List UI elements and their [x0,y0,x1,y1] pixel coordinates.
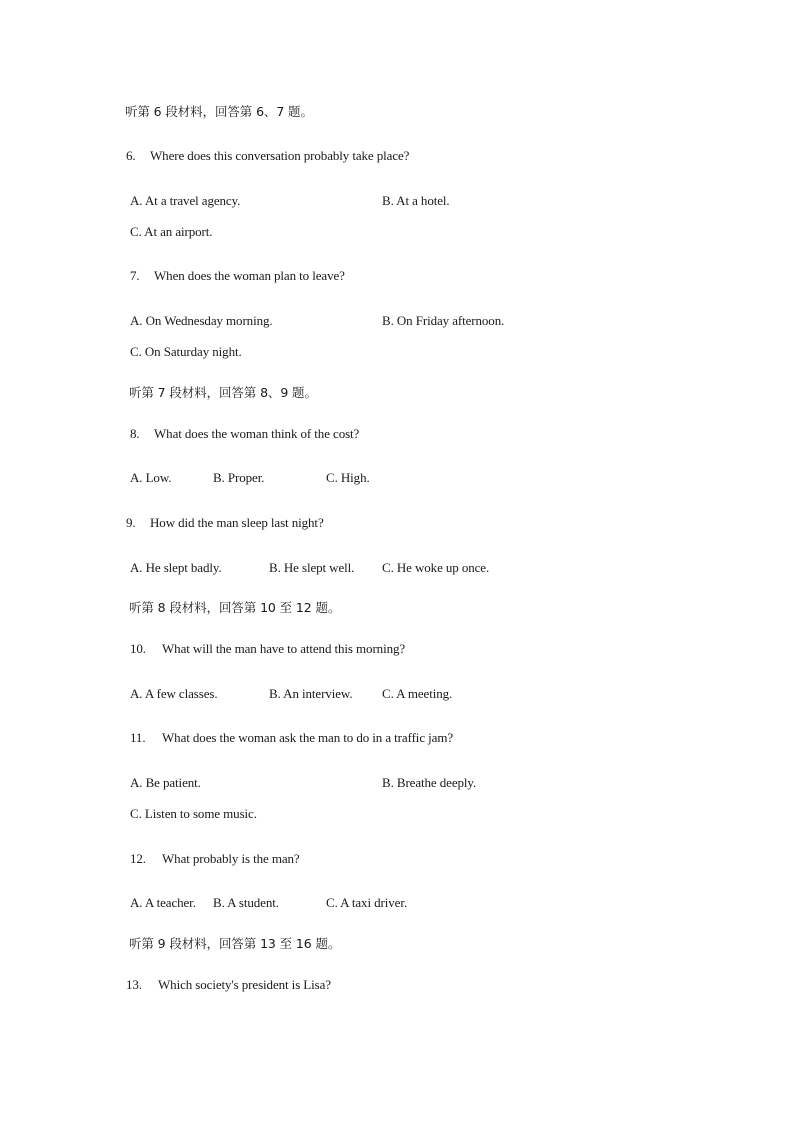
question-text: What will the man have to attend this morning? [162,641,406,656]
option-9a: A. He slept badly. [130,560,222,575]
question-number: 9. [126,515,136,530]
question-number: 8. [130,426,140,441]
section-heading: 听第 9 段材料，回答第 13 至 16 题。 [129,936,341,951]
option-9b: B. He slept well. [269,560,355,575]
option-10b: B. An interview. [269,686,353,701]
question-number: 11. [130,730,146,745]
question-text: What does the woman think of the cost? [154,426,360,441]
question-text: What probably is the man? [162,851,300,866]
option-12b: B. A student. [213,895,279,910]
question-6 [126,148,409,164]
option-7a: A. On Wednesday morning. [130,313,273,328]
question-number: 6. [126,148,136,163]
option-7c: C. On Saturday night. [130,344,242,359]
question-text: When does the woman plan to leave? [154,268,345,283]
section-heading: 听第 6 段材料，回答第 6、7 题。 [125,104,313,119]
option-10a: A. A few classes. [130,686,218,701]
question-number: 10. [130,641,146,656]
option-12a: A. A teacher. [130,895,196,910]
question-number: 12. [130,851,146,866]
question-13 [126,977,331,993]
question-text: How did the man sleep last night? [150,515,324,530]
question-text: What does the woman ask the man to do in a traffic jam? [162,730,453,745]
question-number: 13. [126,977,142,992]
question-12 [130,851,300,867]
option-8b: B. Proper. [213,470,265,485]
option-10c: C. A meeting. [382,686,453,701]
question-7 [130,268,345,284]
question-number: 7. [130,268,140,283]
question-8 [130,426,359,442]
option-8a: A. Low. [130,470,172,485]
option-8c: C. High. [326,470,370,485]
option-6b: B. At a hotel. [382,193,450,208]
question-9 [126,515,324,531]
option-11b: B. Breathe deeply. [382,775,477,790]
option-6c: C. At an airport. [130,224,213,239]
question-11 [130,730,453,746]
option-11c: C. Listen to some music. [130,806,257,821]
option-12c: C. A taxi driver. [326,895,407,910]
section-heading: 听第 8 段材料，回答第 10 至 12 题。 [129,600,341,615]
question-text: Which society's president is Lisa? [158,977,331,992]
option-7b: B. On Friday afternoon. [382,313,505,328]
question-text: Where does this conversation probably take place? [150,148,410,163]
option-6a: A. At a travel agency. [130,193,241,208]
option-9c: C. He woke up once. [382,560,490,575]
option-11a: A. Be patient. [130,775,201,790]
section-heading: 听第 7 段材料，回答第 8、9 题。 [129,385,317,400]
question-10 [130,641,405,657]
